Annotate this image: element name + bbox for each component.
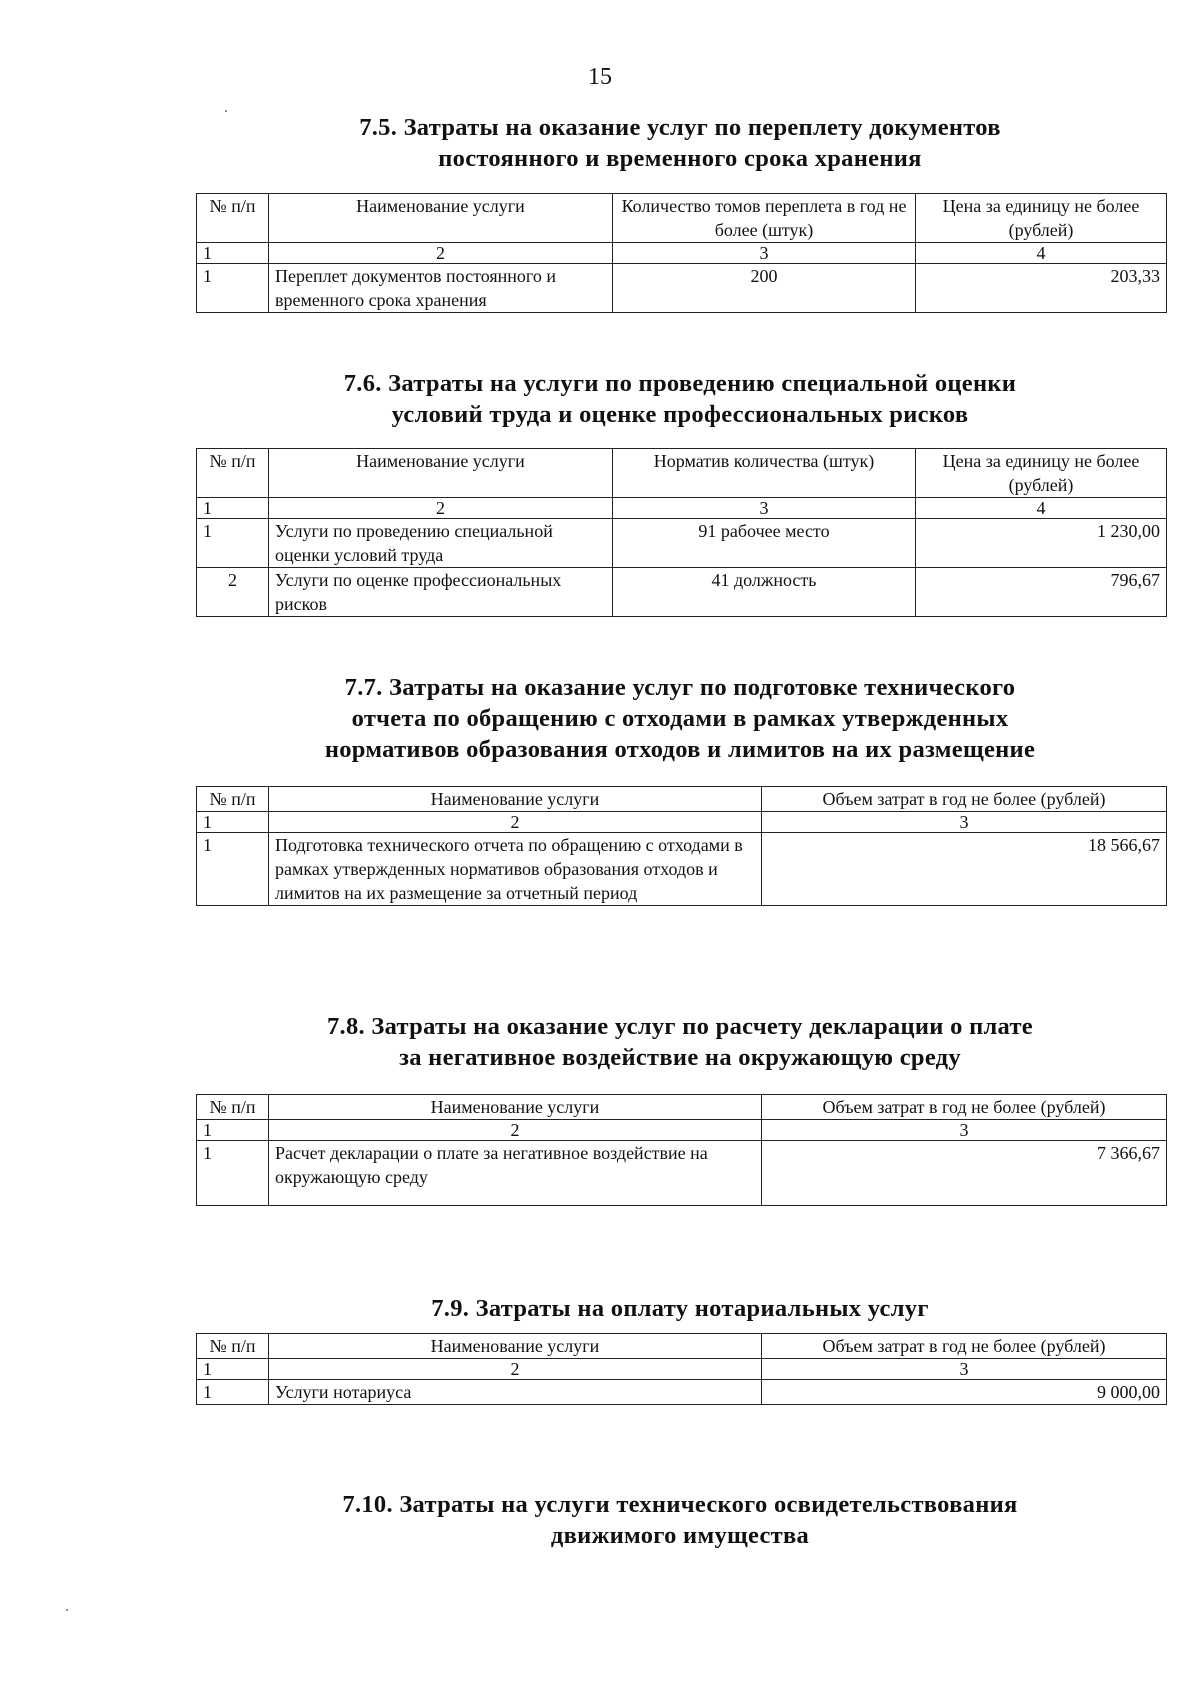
header-cell: Наименование услуги xyxy=(269,787,762,812)
table-7-7 xyxy=(196,786,1167,906)
table-row xyxy=(197,264,1167,313)
header-cell: Наименование услуги xyxy=(269,1334,762,1359)
title-line: 7.8. Затраты на оказание услуг по расчету декларации о плате xyxy=(327,1013,1033,1040)
table-row xyxy=(197,519,1167,568)
title-line: отчета по обращению с отходами в рамках утвержденных xyxy=(351,705,1009,732)
table-row xyxy=(197,833,1167,906)
quantity: 200 xyxy=(613,264,916,313)
row-number: 2 xyxy=(197,568,269,617)
column-number: 2 xyxy=(269,1359,762,1380)
page-number: 15 xyxy=(588,64,612,90)
title-line: 7.9. Затраты на оплату нотариальных услуг xyxy=(431,1295,929,1322)
header-cell: Цена за единицу не более (рублей) xyxy=(916,449,1167,498)
column-number: 3 xyxy=(613,243,916,264)
title-line: движимого имущества xyxy=(550,1522,810,1549)
section-7-6-title xyxy=(195,368,1165,430)
column-number: 1 xyxy=(197,1120,269,1141)
column-number: 3 xyxy=(762,1359,1167,1380)
quantity: 91 рабочее место xyxy=(613,519,916,568)
table-header-row xyxy=(197,1095,1167,1120)
header-cell: № п/п xyxy=(197,787,269,812)
column-number: 4 xyxy=(916,498,1167,519)
row-number: 1 xyxy=(197,833,269,906)
column-number-row xyxy=(197,498,1167,519)
title-line: 7.5. Затраты на оказание услуг по переплету документов xyxy=(359,114,1001,141)
section-7-7-title xyxy=(195,672,1165,765)
quantity: 41 должность xyxy=(613,568,916,617)
title-line: 7.7. Затраты на оказание услуг по подготовке технического xyxy=(344,674,1016,701)
header-cell: Наименование услуги xyxy=(269,194,613,243)
table-7-9 xyxy=(196,1333,1167,1405)
price: 1 230,00 xyxy=(916,519,1167,568)
section-7-9-title xyxy=(195,1293,1165,1324)
service-name: Подготовка технического отчета по обращению с отходами в рамках утвержденных нормативов образования отходов и лимитов на их размещение за отчетный период xyxy=(269,833,762,906)
table-header-row xyxy=(197,1334,1167,1359)
header-cell: Наименование услуги xyxy=(269,449,613,498)
table-header-row xyxy=(197,449,1167,498)
column-number: 2 xyxy=(269,1120,762,1141)
title-line: за негативное воздействие на окружающую среду xyxy=(399,1044,961,1071)
price: 796,67 xyxy=(916,568,1167,617)
header-cell: № п/п xyxy=(197,449,269,498)
table-row xyxy=(197,1141,1167,1206)
column-number: 1 xyxy=(197,812,269,833)
section-7-10-title xyxy=(195,1489,1165,1551)
scan-speck xyxy=(225,110,227,112)
header-cell: № п/п xyxy=(197,194,269,243)
row-number: 1 xyxy=(197,1141,269,1206)
annual-cost: 18 566,67 xyxy=(762,833,1167,906)
column-number: 3 xyxy=(762,1120,1167,1141)
header-cell: № п/п xyxy=(197,1334,269,1359)
scan-speck xyxy=(66,1609,68,1611)
title-line: нормативов образования отходов и лимитов на их размещение xyxy=(324,736,1036,763)
service-name: Услуги по проведению специальной оценки условий труда xyxy=(269,519,613,568)
header-cell: Объем затрат в год не более (рублей) xyxy=(762,1095,1167,1120)
title-line: условий труда и оценке профессиональных рисков xyxy=(391,401,969,428)
table-row xyxy=(197,1380,1167,1405)
column-number: 3 xyxy=(613,498,916,519)
column-number: 1 xyxy=(197,1359,269,1380)
header-cell: Количество томов переплета в год не более (штук) xyxy=(613,194,916,243)
title-line: 7.10. Затраты на услуги технического освидетельствования xyxy=(342,1491,1018,1518)
column-number: 2 xyxy=(269,243,613,264)
column-number: 4 xyxy=(916,243,1167,264)
column-number-row xyxy=(197,1359,1167,1380)
header-cell: Цена за единицу не более (рублей) xyxy=(916,194,1167,243)
row-number: 1 xyxy=(197,264,269,313)
table-7-6 xyxy=(196,448,1167,617)
price: 203,33 xyxy=(916,264,1167,313)
title-line: 7.6. Затраты на услуги по проведению специальной оценки xyxy=(343,370,1017,397)
header-cell: Наименование услуги xyxy=(269,1095,762,1120)
table-7-8 xyxy=(196,1094,1167,1206)
header-cell: Норматив количества (штук) xyxy=(613,449,916,498)
table-header-row xyxy=(197,787,1167,812)
row-number: 1 xyxy=(197,1380,269,1405)
service-name: Переплет документов постоянного и временного срока хранения xyxy=(269,264,613,313)
title-line: постоянного и временного срока хранения xyxy=(438,145,922,172)
annual-cost: 9 000,00 xyxy=(762,1380,1167,1405)
service-name: Услуги по оценке профессиональных рисков xyxy=(269,568,613,617)
column-number: 1 xyxy=(197,243,269,264)
section-7-8-title xyxy=(195,1011,1165,1073)
column-number-row xyxy=(197,1120,1167,1141)
annual-cost: 7 366,67 xyxy=(762,1141,1167,1206)
column-number: 1 xyxy=(197,498,269,519)
table-row xyxy=(197,568,1167,617)
column-number: 2 xyxy=(269,498,613,519)
column-number-row xyxy=(197,812,1167,833)
section-7-5-title xyxy=(195,112,1165,174)
service-name: Услуги нотариуса xyxy=(269,1380,762,1405)
header-cell: № п/п xyxy=(197,1095,269,1120)
service-name: Расчет декларации о плате за негативное воздействие на окружающую среду xyxy=(269,1141,762,1206)
column-number: 3 xyxy=(762,812,1167,833)
header-cell: Объем затрат в год не более (рублей) xyxy=(762,787,1167,812)
column-number-row xyxy=(197,243,1167,264)
table-7-5 xyxy=(196,193,1167,313)
table-header-row xyxy=(197,194,1167,243)
row-number: 1 xyxy=(197,519,269,568)
column-number: 2 xyxy=(269,812,762,833)
header-cell: Объем затрат в год не более (рублей) xyxy=(762,1334,1167,1359)
